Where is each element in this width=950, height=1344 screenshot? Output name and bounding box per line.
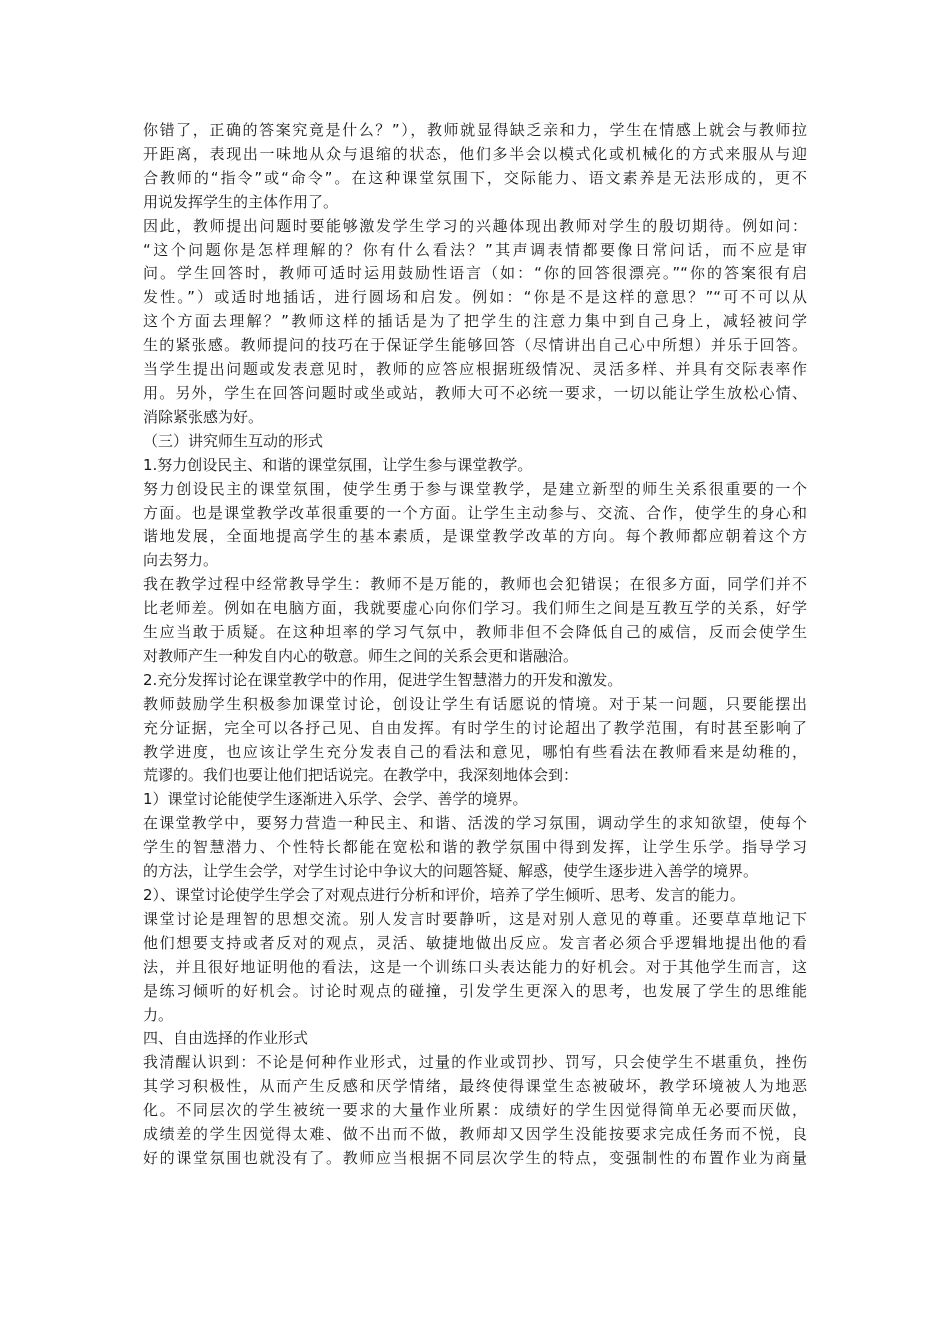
- section-heading: [143, 669, 807, 693]
- paragraph: [143, 812, 807, 884]
- text-line: 因此，教师提出问题时要能够激发学生学习的兴趣体现出教师对学生的殷切期待。例如问：: [143, 216, 807, 235]
- text-line: 开距离，表现出一味地从众与退缩的状态，他们多半会以模式化或机械化的方式来服从与迎: [143, 144, 807, 163]
- text-line: 用说发挥学生的主体作用了。: [143, 192, 339, 211]
- text-line: 消除紧张感为好。: [143, 407, 264, 426]
- text-line: 四、自由选择的作业形式: [143, 1029, 309, 1048]
- text-line: 你错了，正确的答案究竟是什么？”），教师就显得缺乏亲和力，学生在情感上就会与教师拉: [143, 121, 807, 139]
- text-line: 力。: [143, 1005, 174, 1024]
- text-line: 我清醒认识到：不论是何种作业形式，过量的作业或罚抄、罚写，只会使学生不堪重负，挫伤: [143, 1053, 807, 1072]
- paragraph: [143, 215, 807, 430]
- paragraph: [143, 119, 807, 215]
- text-line: 我在教学过程中经常教导学生：教师不是万能的，教师也会犯错误；在很多方面，同学们并不: [143, 575, 807, 594]
- section-heading: [143, 454, 807, 478]
- paragraph: [143, 908, 807, 1028]
- text-line: “这个问题你是怎样理解的？你有什么看法？”其声调表情都要像日常问话，而不应是审: [143, 240, 807, 259]
- document-body: [143, 119, 807, 1171]
- text-line: 教师鼓励学生积极参加课堂讨论，创设让学生有话愿说的情境。对于某一问题，只要能摆出: [143, 694, 807, 713]
- text-line: 好的课堂氛围也就没有了。教师应当根据不同层次学生的特点，变强制性的布置作业为商量: [143, 1148, 807, 1167]
- text-line: 生应当敢于质疑。在这种坦率的学习气氛中，教师非但不会降低自己的威信，反而会使学生: [143, 623, 807, 642]
- text-line: 当学生提出问题或发表意见时，教师的应答应根据班级情况、灵活多样、并具有交际表率作: [143, 360, 807, 379]
- text-line: 方面。也是课堂教学改革很重要的一个方面。让学生主动参与、交流、合作，使学生的身心和: [143, 503, 807, 522]
- text-line: 荒谬的。我们也要让他们把话说完。在教学中，我深刻地体会到：: [143, 766, 579, 785]
- text-line: 这个方面去理解？”教师这样的插话是为了把学生的注意力集中到自己身上，减轻被问学: [143, 312, 807, 331]
- text-line: 化。不同层次的学生被统一要求的大量作业所累：成绩好的学生因觉得简单无必要而厌做，: [143, 1101, 807, 1120]
- text-line: 1）课堂讨论能使学生逐渐进入乐学、会学、善学的境界。: [143, 790, 528, 809]
- text-line: 1.努力创设民主、和谐的课堂氛围，让学生参与课堂教学。: [143, 455, 533, 474]
- paragraph: [143, 693, 807, 789]
- text-line: 努力创设民主的课堂氛围，使学生勇于参与课堂教学，是建立新型的师生关系很重要的一个: [143, 479, 807, 498]
- text-line: 生的紧张感。教师提问的技巧在于保证学生能够回答（尽情讲出自己心中所想）并乐于回答。: [143, 336, 807, 355]
- paragraph: [143, 573, 807, 669]
- text-line: 在课堂教学中，要努力营造一种民主、和谐、活泼的学习氛围，调动学生的求知欲望，使每个: [143, 814, 807, 833]
- text-line: 充分证据，完全可以各抒己见、自由发挥。有时学生的讨论超出了教学范围，有时甚至影响了: [143, 718, 807, 737]
- text-line: 比老师差。例如在电脑方面，我就要虚心向你们学习。我们师生之间是互教互学的关系，好学: [143, 599, 807, 618]
- text-line: 合教师的“指令”或“命令”。在这种课堂氛围下，交际能力、语文素养是无法形成的，更不: [143, 168, 807, 187]
- text-line: 教学进度，也应该让学生充分发表自己的看法和意见，哪怕有些看法在教师看来是幼稚的，: [143, 742, 807, 761]
- text-line: 成绩差的学生因觉得太难、做不出而不做，教师却又因学生没能按要求完成任务而不悦，良: [143, 1125, 807, 1144]
- section-heading: [143, 1027, 807, 1051]
- text-line: 的方法，让学生会学，对学生讨论中争议大的问题答疑、解惑，使学生逐步进入善学的境界。: [143, 862, 759, 881]
- text-line: （三）讲究师生互动的形式: [143, 431, 324, 450]
- text-line: 法，并且很好地证明他的看法，这是一个训练口头表达能力的好机会。对于其他学生而言，这: [143, 957, 807, 976]
- section-heading: [143, 884, 807, 908]
- text-line: 2.充分发挥讨论在课堂教学中的作用，促进学生智慧潜力的开发和激发。: [143, 670, 623, 689]
- text-line: 2）、课堂讨论使学生学会了对观点进行分析和评价，培养了学生倾听、思考、发言的能力。: [143, 886, 746, 904]
- paragraph: [143, 478, 807, 574]
- paragraph: [143, 1051, 807, 1171]
- text-line: 对教师产生一种发自内心的敬意。师生之间的关系会更和谐融洽。: [143, 646, 579, 665]
- text-line: 学生的智慧潜力、个性特长都能在宽松和谐的教学氛围中得到发挥，让学生乐学。指导学习: [143, 838, 807, 857]
- text-line: 其学习积极性，从而产生反感和厌学情绪，最终使得课堂生态被破坏，教学环境被人为地恶: [143, 1077, 807, 1096]
- text-line: 课堂讨论是理智的思想交流。别人发言时要静听，这是对别人意见的尊重。还要草草地记下: [143, 909, 807, 928]
- text-line: 用。另外，学生在回答问题时或坐或站，教师大可不必统一要求，一切以能让学生放松心情、: [143, 383, 807, 402]
- text-line: 向去努力。: [143, 551, 219, 570]
- text-line: 问。学生回答时，教师可适时运用鼓励性语言（如：“你的回答很漂亮。”“你的答案很有启: [143, 264, 807, 283]
- text-line: 发性。”）或适时地插话，进行圆场和启发。例如：“你是不是这样的意思？”“可不可以从: [143, 288, 807, 307]
- section-heading: [143, 788, 807, 812]
- text-line: 他们想要支持或者反对的观点，灵活、敏捷地做出反应。发言者必须合乎逻辑地提出他的看: [143, 933, 807, 952]
- section-heading: [143, 430, 807, 454]
- text-line: 谐地发展，全面地提高学生的基本素质，是课堂教学改革的方向。每个教师都应朝着这个方: [143, 527, 807, 546]
- text-line: 是练习倾听的好机会。讨论时观点的碰撞，引发学生更深入的思考，也发展了学生的思维能: [143, 981, 807, 1000]
